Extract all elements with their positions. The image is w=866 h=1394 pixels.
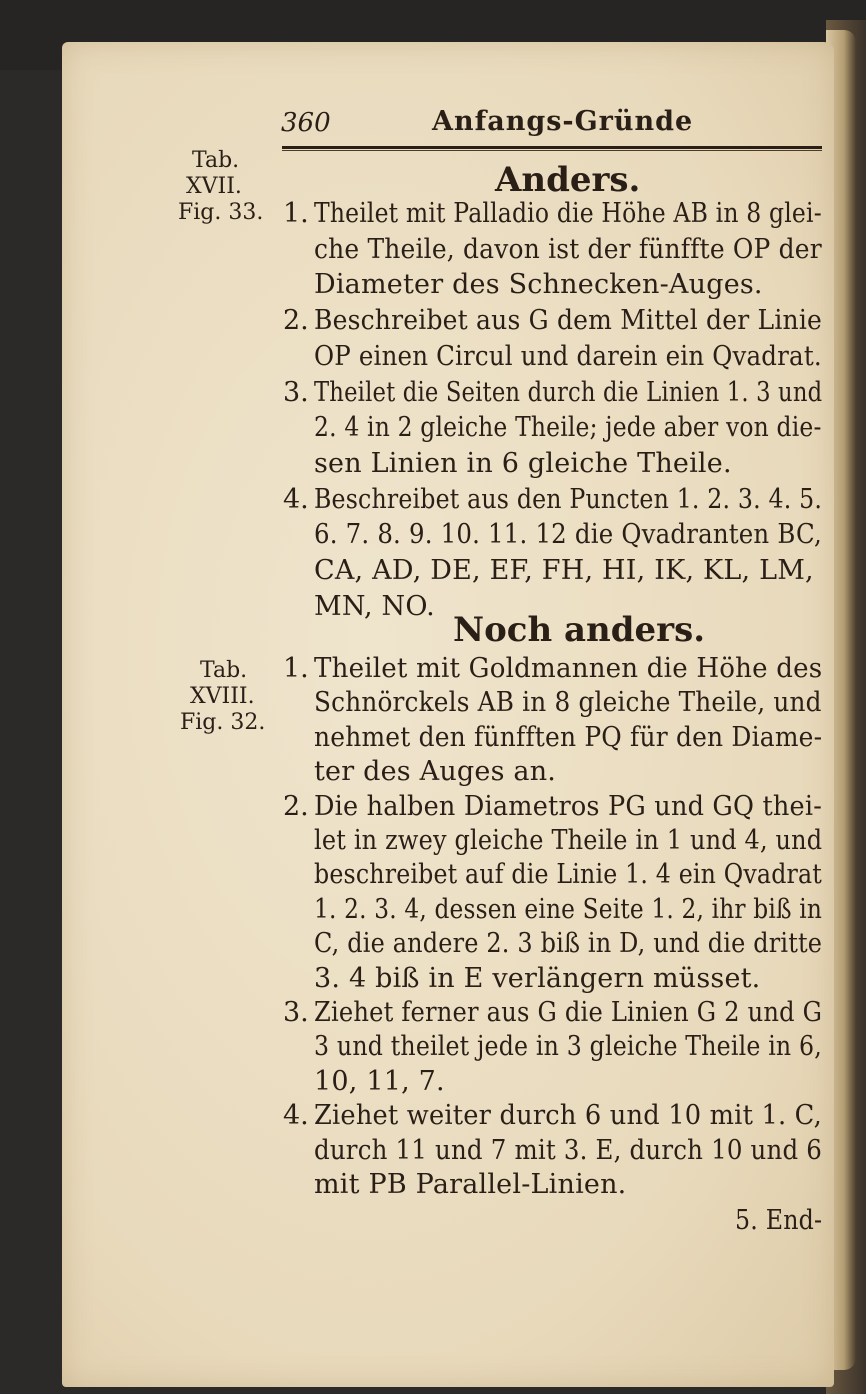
- running-title: Anfangs-Gründe: [432, 106, 694, 137]
- item-number: 4.: [283, 483, 309, 515]
- item-number: 1.: [283, 198, 309, 229]
- text-line: Diameter des Schnecken-Auges.: [314, 269, 763, 301]
- text-line: MN, NO.: [314, 590, 435, 622]
- text-line: Die halben Diametros PG und GQ thei-: [314, 790, 823, 822]
- item-number: 3.: [283, 997, 309, 1028]
- item-number: 3.: [283, 376, 309, 408]
- text-line: Theilet mit Palladio die Höhe AB in 8 glei-: [314, 198, 822, 229]
- text-line: 1. 2. 3. 4, dessen eine Seite 1. 2, ihr biß in: [314, 893, 823, 925]
- text-line: CA, AD, DE, EF, FH, HI, IK, KL, LM,: [314, 555, 814, 586]
- text-line: sen Linien in 6 gleiche Theile.: [314, 447, 732, 479]
- margin-note: [178, 148, 264, 226]
- item-number: 2.: [283, 790, 309, 822]
- text-line: ter des Auges an.: [314, 756, 557, 788]
- text-line: 3. 4 biß in E verlängern müsset.: [314, 962, 761, 994]
- text-line: Theilet die Seiten durch die Linien 1. 3 und: [314, 376, 823, 408]
- text-line: 2. 4 in 2 gleiche Theile; jede aber von die-: [314, 412, 822, 444]
- text-line: nehmet den fünfften PQ für den Diame-: [314, 721, 823, 753]
- text-line: mit PB Parallel-Linien.: [314, 1169, 627, 1200]
- margin-note-line: Fig. 32.: [180, 710, 266, 735]
- section-heading: Anders.: [495, 160, 641, 200]
- margin-note: [180, 658, 266, 736]
- text-line: Ziehet ferner aus G die Linien G 2 und G: [314, 997, 823, 1028]
- text-line: Ziehet weiter durch 6 und 10 mit 1. C,: [314, 1100, 822, 1132]
- item-number: 2.: [283, 305, 309, 337]
- text-line: 6. 7. 8. 9. 10. 11. 12 die Qvadranten BC,: [314, 519, 822, 551]
- text-line: beschreibet auf die Linie 1. 4 ein Qvadrat: [314, 859, 823, 891]
- section-heading: Noch anders.: [453, 610, 706, 650]
- catchword: 5. End-: [735, 1205, 823, 1236]
- item-number: 4.: [283, 1100, 309, 1132]
- header-rule-thin: [282, 150, 822, 151]
- text-line: Schnörckels AB in 8 gleiche Theile, und: [314, 687, 822, 719]
- text-line: 3 und theilet jede in 3 gleiche Theile in 6,: [314, 1031, 822, 1063]
- text-line: Beschreibet aus G dem Mittel der Linie: [314, 305, 823, 337]
- text-line: durch 11 und 7 mit 3. E, durch 10 und 6: [314, 1134, 823, 1166]
- text-line: Theilet mit Goldmannen die Höhe des: [314, 653, 823, 684]
- margin-note-line: Tab.: [200, 658, 248, 683]
- margin-note-line: Tab.: [192, 148, 240, 173]
- margin-note-line: XVII.: [186, 174, 242, 199]
- margin-note-line: Fig. 33.: [178, 200, 264, 225]
- text-line: 10, 11, 7.: [314, 1065, 445, 1097]
- text-line: Beschreibet aus den Puncten 1. 2. 3. 4. 5.: [314, 483, 823, 515]
- text-line: OP einen Circul und darein ein Qvadrat.: [314, 340, 822, 372]
- margin-note-line: XVIII.: [190, 684, 255, 709]
- page-number: 360: [281, 108, 331, 138]
- text-line: let in zwey gleiche Theile in 1 und 4, und: [314, 825, 823, 856]
- item-number: 1.: [283, 653, 309, 684]
- text-line: C, die andere 2. 3 biß in D, und die dritte: [314, 928, 823, 960]
- header-rule: [282, 146, 822, 149]
- text-line: che Theile, davon ist der fünffte OP der: [314, 233, 822, 265]
